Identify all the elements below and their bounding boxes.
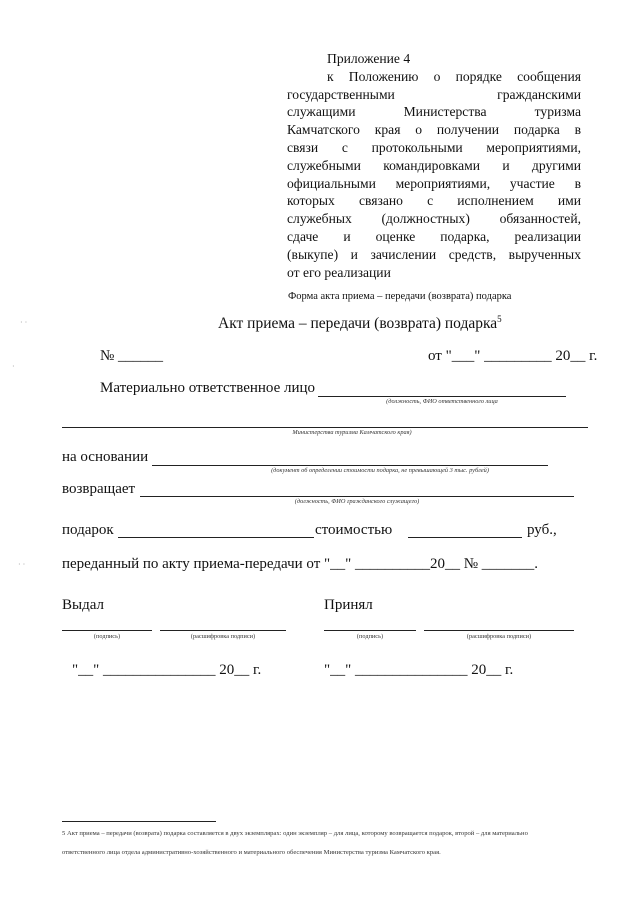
issued-signature-caption: (подпись)	[93, 633, 121, 640]
received-label: Принял	[324, 597, 373, 613]
issued-decoding-caption: (расшифровка подписи)	[190, 633, 256, 640]
scan-artifact: ·	[12, 362, 15, 371]
responsible-field-line[interactable]	[318, 396, 566, 397]
basis-label: на основании	[62, 449, 149, 465]
received-signature-line[interactable]	[324, 630, 416, 631]
gift-field-line[interactable]	[118, 537, 314, 538]
responsible-label: Материально ответственное лицо	[100, 380, 316, 396]
appendix-line: государственными гражданскими	[287, 86, 581, 102]
received-signature-caption: (подпись)	[356, 633, 384, 640]
appendix-header	[287, 50, 581, 281]
appendix-title: Приложение 4	[327, 51, 411, 66]
returns-caption: (должность, ФИО гражданского служащего)	[294, 498, 420, 505]
currency-label: руб.,	[527, 522, 557, 538]
ministry-caption: Министерства туризма Камчатского края)	[292, 429, 412, 436]
issued-date[interactable]: "__" _______________ 20__ г.	[72, 662, 262, 678]
returns-label: возвращает	[62, 481, 136, 497]
appendix-line: связи с протокольными мероприятиями,	[287, 139, 581, 155]
issued-signature-line[interactable]	[62, 630, 152, 631]
received-decoding-line[interactable]	[424, 630, 574, 631]
scan-artifact: · ·	[18, 560, 26, 569]
issued-decoding-line[interactable]	[160, 630, 286, 631]
transferred-text[interactable]: переданный по акту приема-передачи от "__" __________20__ № _______.	[62, 556, 539, 572]
appendix-line: служебными командировками и другими	[287, 157, 581, 173]
act-date[interactable]: от "___" _________ 20__ г.	[428, 348, 598, 364]
act-title-line	[218, 314, 502, 333]
appendix-line: Камчатского края о получении подарка в	[287, 122, 581, 138]
footnote-separator	[62, 821, 216, 822]
received-date[interactable]: "__" _______________ 20__ г.	[324, 662, 514, 678]
appendix-line: служебных (должностных) обязанностей,	[287, 211, 581, 227]
basis-caption: (документ об определении стоимости подарка, не превышающей 3 тыс. рублей)	[271, 467, 489, 474]
cost-field-line[interactable]	[408, 537, 522, 538]
appendix-line: которых связано с исполнением ими	[287, 193, 581, 209]
appendix-line: от его реализации	[287, 264, 391, 280]
scan-artifact: · ·	[20, 318, 28, 327]
footnote-mark: 5	[497, 314, 502, 324]
appendix-line: сдаче и оценке подарка, реализации	[287, 228, 581, 244]
appendix-line: (выкупе) и зачислении средств, вырученных	[287, 246, 581, 262]
appendix-line: служащими Министерства туризма	[287, 104, 581, 120]
received-decoding-caption: (расшифровка подписи)	[466, 633, 532, 640]
footnote-line: 5 Акт приема – передачи (возврата) подарка составляется в двух экземплярах: один экземпляр – для лица, которому возвращается подарок, второй – для материально	[62, 830, 528, 837]
gift-label: подарок	[62, 522, 114, 538]
basis-field-line[interactable]	[152, 465, 548, 466]
ministry-field-line[interactable]	[62, 427, 588, 428]
issued-label: Выдал	[62, 597, 104, 613]
returns-field-line[interactable]	[140, 496, 574, 497]
appendix-line: к Положению о порядке сообщения	[327, 68, 581, 84]
form-caption: Форма акта приема – передачи (возврата) подарка	[288, 291, 512, 302]
footnote-line: ответственного лица отдела административно-хозяйственного и материального обеспечения Министерства туризма Камчатского края.	[62, 849, 441, 856]
appendix-line: официальными мероприятиями, участие в	[287, 175, 581, 191]
act-number[interactable]: № ______	[100, 348, 164, 364]
responsible-caption: (должность, ФИО ответственного лица	[386, 398, 498, 405]
cost-label: стоимостью	[315, 522, 393, 538]
act-title: Акт приема – передачи (возврата) подарка	[218, 315, 498, 333]
